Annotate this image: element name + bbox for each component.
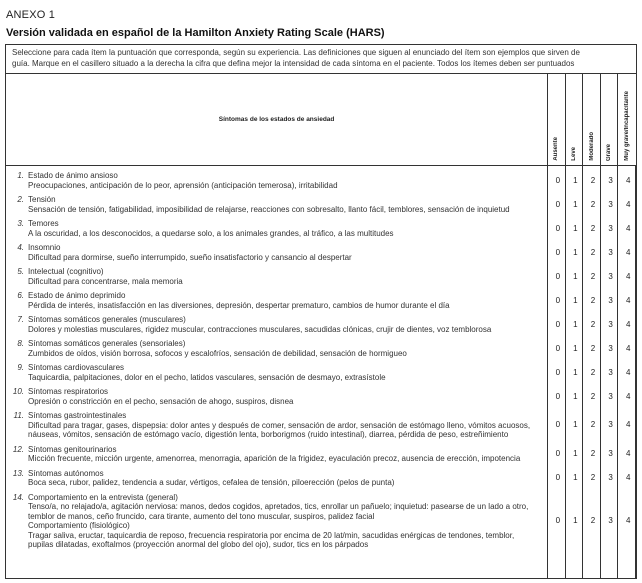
item-text [28,363,547,382]
score-option[interactable]: 4 [625,343,631,353]
score-option[interactable]: 3 [608,391,613,401]
score-option[interactable]: 3 [608,199,613,209]
score-option[interactable]: 0 [555,295,561,305]
score-option[interactable]: 3 [608,367,613,377]
score-option[interactable]: 3 [608,223,613,233]
score-option[interactable]: 3 [608,295,613,305]
score-option[interactable]: 0 [555,199,561,209]
item-text [28,267,547,286]
item-text [28,469,547,488]
score-row [549,449,637,458]
item-name: Estado de ánimo ansioso [28,171,118,180]
score-option[interactable]: 2 [590,295,596,305]
item-text [28,339,547,358]
score-option[interactable]: 1 [573,199,578,209]
item-description: Opresión o constricción en el pecho, sensación de ahogo, suspiros, disnea [28,396,294,406]
score-option[interactable]: 4 [625,449,631,458]
header-absent-label: Ausente [553,137,560,161]
item-description: Dificultad para dormirse, sueño interrumpido, sueño insatisfactorio y cansancio al despertar [28,252,352,262]
item-name: Comportamiento en la entrevista (general) [28,492,178,502]
score-row [549,392,637,401]
score-row [549,473,637,482]
header-absent [548,74,566,165]
score-option[interactable]: 4 [625,247,631,257]
score-option[interactable]: 0 [555,449,561,458]
item-row [6,267,547,286]
score-option[interactable]: 2 [590,271,596,281]
header-moderate [583,74,601,165]
header-mild-label: Leve [571,147,577,161]
header-very-severe-label: Muy grave/Incapacitante [624,91,631,161]
score-row [549,368,637,377]
item-number: 10. [12,387,24,396]
score-option[interactable]: 0 [555,420,561,430]
item-text [28,445,547,464]
item-row [6,171,547,190]
score-option[interactable]: 4 [625,420,631,430]
item-text [28,411,547,440]
document-title: Versión validada en español de la Hamilton Anxiety Rating Scale (HARS) [6,27,385,39]
score-option[interactable]: 2 [590,223,596,233]
score-option[interactable]: 3 [608,271,613,281]
score-option[interactable]: 1 [573,343,578,353]
score-option[interactable]: 2 [590,516,596,525]
item-row [6,445,547,464]
score-option[interactable]: 0 [555,247,561,257]
score-option[interactable]: 0 [555,473,561,482]
score-option[interactable]: 1 [573,319,578,329]
score-option[interactable]: 1 [573,473,578,482]
score-option[interactable]: 0 [555,516,561,525]
score-option[interactable]: 4 [625,473,631,482]
annex-label: ANEXO 1 [6,9,56,21]
item-number: 4. [17,243,24,252]
score-row [549,200,637,209]
header-severe [601,74,619,165]
header-moderate-label: Moderado [588,132,595,161]
item-description: Micción frecuente, micción urgente, amenorrea, menorragia, aparición de la frigidez, eyaculación precoz, ausencia de erección, impotencia [28,454,521,463]
score-option[interactable]: 1 [573,391,578,401]
score-option[interactable]: 2 [590,367,596,377]
item-number: 14. [12,492,24,502]
score-option[interactable]: 4 [625,295,631,305]
item-text [28,493,547,550]
score-option[interactable]: 1 [573,295,578,305]
item-subname: Comportamiento (fisiológico) [28,521,130,530]
score-option[interactable]: 2 [590,473,596,482]
item-row [6,195,547,214]
score-option[interactable]: 4 [625,516,631,525]
item-name: Síntomas gastrointestinales [28,411,127,420]
score-option[interactable]: 1 [573,223,578,233]
score-option[interactable]: 3 [608,473,613,482]
item-number: 9. [17,363,24,372]
score-option[interactable]: 1 [573,449,578,458]
score-option[interactable]: 0 [555,391,561,401]
score-option[interactable]: 1 [573,367,578,377]
score-option[interactable]: 3 [608,343,613,353]
score-option[interactable]: 4 [625,175,631,185]
item-text [28,219,547,238]
item-name: Síntomas genitourinarios [28,444,117,454]
score-row [549,224,637,233]
score-row [549,320,637,329]
item-name: Estado de ánimo deprimido [28,291,126,300]
score-option[interactable]: 0 [555,271,561,281]
score-option[interactable]: 1 [573,516,578,525]
score-option[interactable]: 3 [608,319,613,329]
item-text [28,387,547,406]
score-option[interactable]: 4 [625,271,631,281]
score-option[interactable]: 2 [590,449,596,458]
score-option[interactable]: 4 [625,367,631,377]
instructions-line-2: guía. Marque en el casillero situado a la derecha la cifra que defina mejor la intensidad de cada síntoma en el paciente. Todos los ítemes deben ser puntuados [12,59,575,68]
score-option[interactable]: 4 [625,391,631,401]
item-description: Dolores y molestias musculares, rigidez muscular, contracciones musculares, sacudidas clónicas, crujir de dientes, voz temblorosa [28,324,492,334]
score-option[interactable]: 2 [590,420,596,430]
score-row [549,176,637,185]
item-text [28,243,547,262]
score-option[interactable]: 1 [573,271,578,281]
item-name: Intelectual (cognitivo) [28,267,104,276]
item-description: A la oscuridad, a los desconocidos, a quedarse solo, a los animales grandes, al tráfico, a las multitudes [28,228,394,238]
item-number: 7. [17,315,24,324]
score-option[interactable]: 1 [573,420,578,430]
score-option[interactable]: 4 [625,223,631,233]
items-column [6,166,548,578]
item-description: Pérdida de interés, insatisfacción en las diversiones, depresión, despertar prematuro, cambios de humor durante el día [28,300,450,310]
item-row [6,339,547,358]
item-text [28,171,547,190]
item-number: 2. [17,195,24,204]
table-header [6,74,636,166]
score-row [549,344,637,353]
score-option[interactable]: 2 [590,199,596,209]
score-option[interactable]: 1 [573,175,578,185]
item-description: Boca seca, rubor, palidez, tendencia a sudar, vértigos, cefalea de tensión, piloerección (pelos de punta) [28,478,395,487]
item-name: Síntomas somáticos generales (musculares) [28,315,186,324]
score-option[interactable]: 1 [573,247,578,257]
item-description: Taquicardia, palpitaciones, dolor en el pecho, latidos vasculares, sensación de desmayo, extrasístole [28,372,386,382]
item-text [28,315,547,334]
score-option[interactable]: 2 [590,319,596,329]
score-option[interactable]: 2 [590,391,596,401]
item-name: Síntomas respiratorios [28,387,109,396]
score-option[interactable]: 0 [555,319,561,329]
header-very-severe [618,74,636,165]
score-option[interactable]: 0 [555,367,561,377]
table-body [6,166,636,578]
item-name: Síntomas cardiovasculares [28,363,125,372]
item-number: 5. [17,267,24,276]
item-row [6,243,547,262]
header-mild [566,74,584,165]
item-description: Preocupaciones, anticipación de lo peor, aprensión (anticipación temerosa), irritabilidad [28,180,338,190]
item-row [6,363,547,382]
item-description: Sensación de tensión, fatigabilidad, imposibilidad de relajarse, reacciones con sobresalto, llanto fácil, temblores, sensación de inquietud [28,204,510,214]
score-row [549,272,637,281]
item-row [6,469,547,488]
item-number: 8. [17,339,24,348]
item-number: 13. [12,468,24,478]
score-option[interactable]: 3 [608,449,613,458]
score-row [549,516,637,525]
score-option[interactable]: 2 [590,175,596,185]
score-option[interactable]: 0 [555,223,561,233]
header-severe-label: Grave [606,143,613,161]
item-row [6,493,547,550]
score-option[interactable]: 3 [608,247,613,257]
item-name: Temores [28,219,59,228]
item-text [28,291,547,310]
score-option[interactable]: 3 [608,420,613,430]
item-subdescription: Tragar saliva, eructar, taquicardia de reposo, frecuencia respiratoria por encima de 20 lat/min, sacudidas enérgicas de tendones, temblor, pupilas dilatadas, exoftalmos (proyección anormal del globo del ojo), sudor, tics en los párpados [28,530,515,549]
item-name: Síntomas somáticos generales (sensoriales) [28,339,186,348]
score-option[interactable]: 4 [625,319,631,329]
instructions-line-1: Seleccione para cada ítem la puntuación que corresponda, según su experiencia. Las definiciones que siguen al enunciado del ítem son ejemplos que sirven de [12,48,580,57]
item-row [6,315,547,334]
score-option[interactable]: 3 [608,175,613,185]
item-description: Tenso/a, no relajado/a, agitación nerviosa: manos, dedos cogidos, apretados, tics, enrollar un pañuelo; inquietud: pasearse de un lado a otro, temblor de manos, ceño fruncido, cara tirante, aumento del tono muscular, suspiros, palidez facial [28,502,529,521]
score-row [549,248,637,257]
item-number: 6. [17,291,24,300]
item-description: Zumbidos de oídos, visión borrosa, sofocos y escalofríos, sensación de debilidad, sensación de hormigueo [28,348,407,358]
score-row [549,420,637,429]
item-row [6,291,547,310]
item-number: 12. [12,444,24,454]
header-symptoms: Síntomas de los estados de ansiedad [6,74,548,165]
item-name: Tensión [28,195,56,204]
score-option[interactable]: 0 [555,343,561,353]
item-text [28,195,547,214]
instructions [6,45,636,74]
item-description: Dificultad para concentrarse, mala memoria [28,276,183,286]
score-option[interactable]: 2 [590,343,596,353]
score-option[interactable]: 4 [625,199,631,209]
score-option[interactable]: 3 [608,516,613,525]
item-row [6,411,547,440]
item-number: 3. [17,219,24,228]
item-name: Síntomas autónomos [28,468,104,478]
score-option[interactable]: 2 [590,247,596,257]
item-row [6,219,547,238]
item-number: 11. [13,411,24,420]
item-number: 1. [17,171,24,180]
item-description: Dificultad para tragar, gases, dispepsia: dolor antes y después de comer, sensación de ardor, sensación de estómago lleno, vómitos acuosos, náuseas, vómitos, sensación de estómago vacío, digestión lenta, borborigmos (ruido intestinal), diarrea, pérdida de peso, estreñimiento [28,420,531,439]
item-row [6,387,547,406]
hars-table [5,44,637,579]
score-option[interactable]: 0 [555,175,561,185]
score-row [549,296,637,305]
item-name: Insomnio [28,243,61,252]
